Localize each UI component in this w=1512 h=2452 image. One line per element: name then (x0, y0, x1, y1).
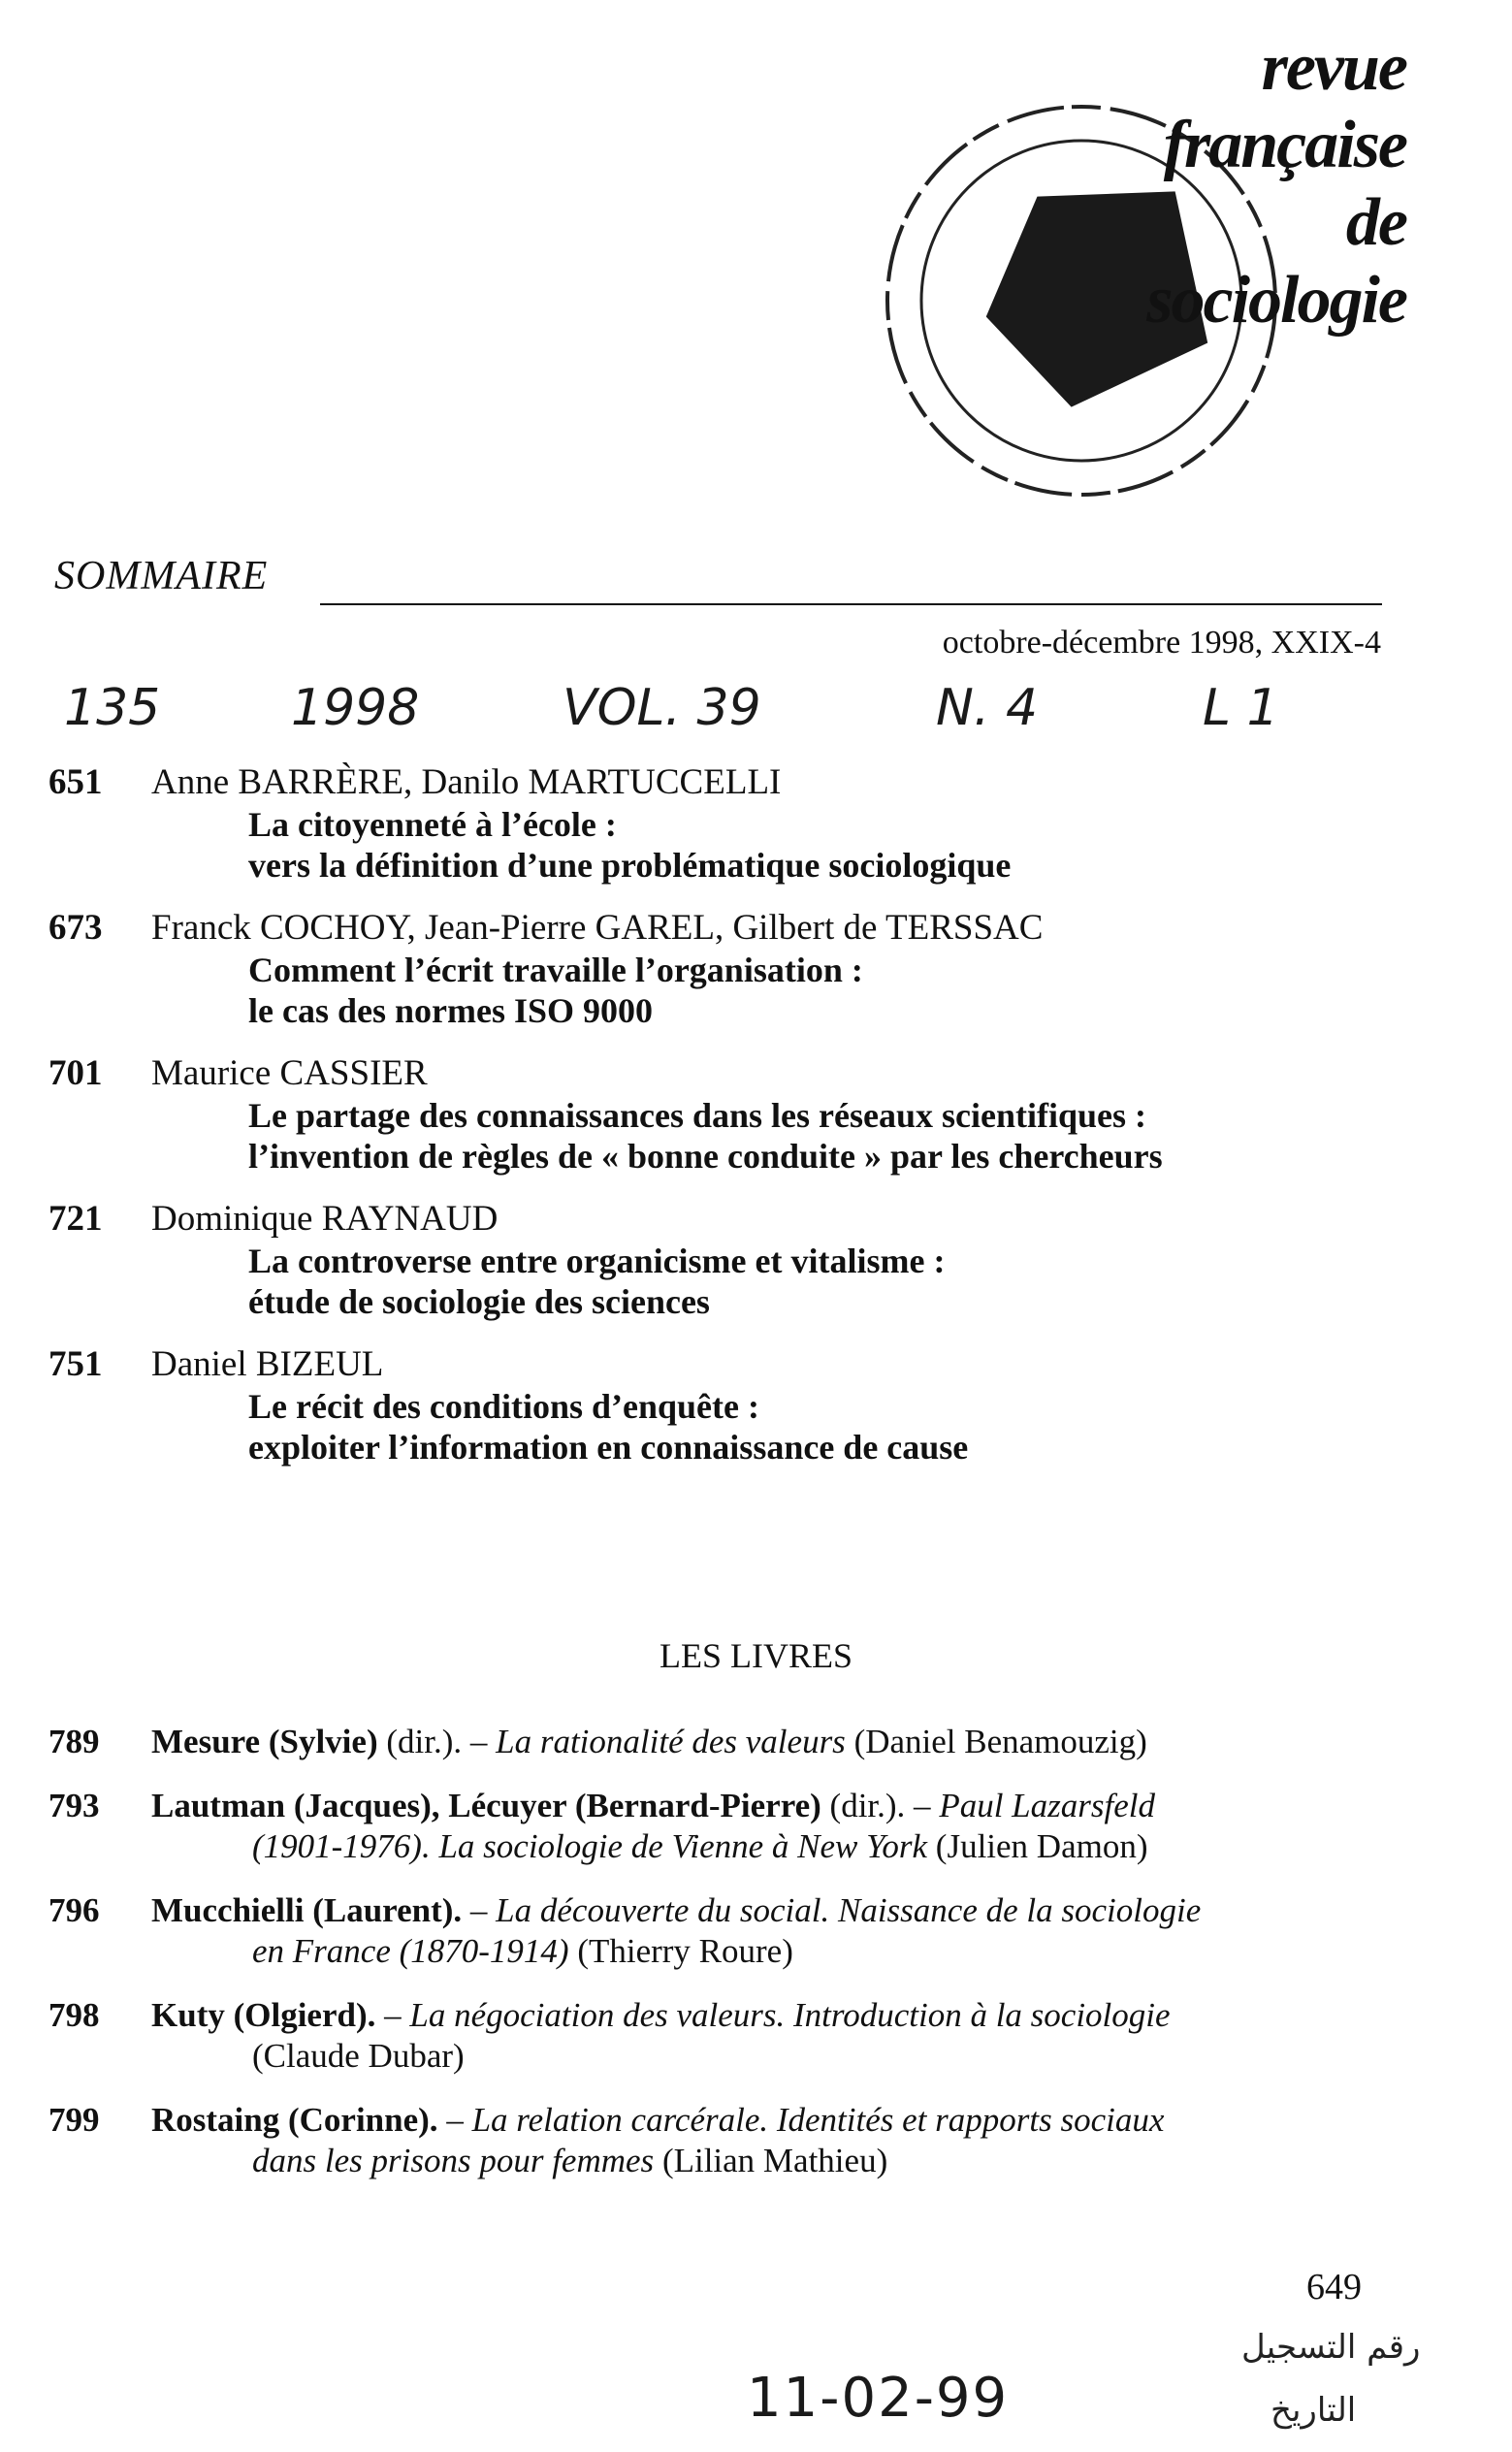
journal-title (1096, 29, 1406, 339)
article-page-number: 721 (48, 1199, 103, 1239)
book-page-number: 799 (48, 2101, 100, 2139)
article-title-line: Le partage des connaissances dans les réseaux scientifiques : (248, 1096, 1146, 1135)
article-authors: Maurice CASSIER (151, 1053, 428, 1093)
article-entry (48, 1052, 1387, 1177)
heading-rule (320, 603, 1382, 605)
article-page-number: 701 (48, 1053, 103, 1093)
book-title: Paul Lazarsfeld (939, 1787, 1155, 1824)
articles-list (48, 761, 1387, 1489)
article-title (248, 950, 1387, 1031)
book-entry (48, 1722, 1406, 1762)
journal-title-line: revue (1261, 30, 1406, 105)
article-title (248, 1241, 1387, 1322)
article-entry (48, 1343, 1387, 1468)
book-editor-dash: – (375, 1996, 410, 2034)
book-entry (48, 1786, 1406, 1867)
book-editor-dash: (dir.). – (820, 1787, 940, 1824)
book-reviewer: (Lilian Mathieu) (654, 2142, 888, 2179)
article-authors: Daniel BIZEUL (151, 1344, 384, 1384)
article-title-line: Le récit des conditions d’enquête : (248, 1387, 759, 1426)
book-page-number: 789 (48, 1723, 100, 1760)
book-reviewer: (Thierry Roure) (568, 1932, 793, 1970)
article-page-number: 673 (48, 908, 103, 948)
article-authors: Dominique RAYNAUD (151, 1199, 499, 1239)
handwritten-date: 11-02-99 (747, 2367, 1010, 2430)
book-editor-dash: – (437, 2101, 472, 2139)
article-entry (48, 907, 1387, 1031)
books-heading: LES LIVRES (659, 1636, 853, 1675)
handwritten-number: 135 (64, 679, 161, 737)
books-list (48, 1722, 1406, 2205)
article-title-line: exploiter l’information en connaissance de cause (248, 1428, 969, 1467)
handwritten-volume: VOL. 39 (563, 679, 761, 737)
journal-title-line: sociologie (1146, 263, 1406, 338)
article-title-line: La citoyenneté à l’école : (248, 805, 617, 844)
article-title-line: vers la définition d’une problématique sociologique (248, 846, 1012, 885)
article-authors: Franck COCHOY, Jean-Pierre GAREL, Gilbert de TERSSAC (151, 908, 1044, 948)
book-entry (48, 2100, 1406, 2181)
book-title: La relation carcérale. Identités et rapports sociaux (471, 2101, 1165, 2139)
issue-date: octobre-décembre 1998, XXIX-4 (942, 625, 1381, 661)
article-title (248, 1386, 1387, 1468)
book-authors: Mesure (Sylvie) (151, 1723, 378, 1760)
page-number: 649 (1306, 2267, 1362, 2307)
article-title-line: étude de sociologie des sciences (248, 1282, 710, 1321)
handwritten-code: L 1 (1203, 679, 1279, 737)
book-editor-dash: (dir.). – (377, 1723, 497, 1760)
article-page-number: 651 (48, 762, 103, 802)
book-title-continued: dans les prisons pour femmes (252, 2142, 655, 2179)
book-title: La négociation des valeurs. Introduction à la sociologie (409, 1996, 1171, 2034)
arabic-registration-label: رقم التسجيل (1241, 2328, 1421, 2367)
article-title-line: La controverse entre organicisme et vitalisme : (248, 1242, 946, 1280)
book-reviewer: (Claude Dubar) (252, 2037, 465, 2075)
article-title-line: Comment l’écrit travaille l’organisation : (248, 951, 863, 989)
book-title-continued: en France (1870-1914) (252, 1932, 569, 1970)
article-title (248, 1095, 1387, 1177)
journal-title-line: de (1345, 185, 1406, 260)
book-entry (48, 1890, 1406, 1972)
book-authors: Rostaing (Corinne). (151, 2101, 438, 2139)
book-title-continued: (1901-1976). La sociologie de Vienne à New York (252, 1827, 928, 1865)
arabic-date-label: التاريخ (1271, 2391, 1357, 2430)
book-page-number: 793 (48, 1787, 100, 1824)
book-entry (48, 1995, 1406, 2077)
book-authors: Kuty (Olgierd). (151, 1996, 376, 2034)
book-title: La rationalité des valeurs (496, 1723, 846, 1760)
book-authors: Lautman (Jacques), Lécuyer (Bernard-Pierre) (151, 1787, 821, 1824)
article-title (248, 804, 1387, 886)
handwritten-issue: N. 4 (936, 679, 1039, 737)
article-title-line: l’invention de règles de « bonne conduite » par les chercheurs (248, 1137, 1163, 1176)
sommaire-heading: SOMMAIRE (54, 554, 269, 598)
handwritten-year: 1998 (291, 679, 420, 737)
book-page-number: 796 (48, 1891, 100, 1929)
book-reviewer: (Julien Damon) (927, 1827, 1148, 1865)
book-authors: Mucchielli (Laurent). (151, 1891, 463, 1929)
article-entry (48, 761, 1387, 886)
book-editor-dash: – (462, 1891, 497, 1929)
book-reviewer: (Daniel Benamouzig) (845, 1723, 1147, 1760)
article-title-line: le cas des normes ISO 9000 (248, 991, 653, 1030)
journal-title-line: française (1163, 108, 1406, 182)
article-entry (48, 1198, 1387, 1322)
article-page-number: 751 (48, 1344, 103, 1384)
article-authors: Anne BARRÈRE, Danilo MARTUCCELLI (151, 762, 782, 802)
book-title: La découverte du social. Naissance de la sociologie (496, 1891, 1202, 1929)
book-page-number: 798 (48, 1996, 100, 2034)
